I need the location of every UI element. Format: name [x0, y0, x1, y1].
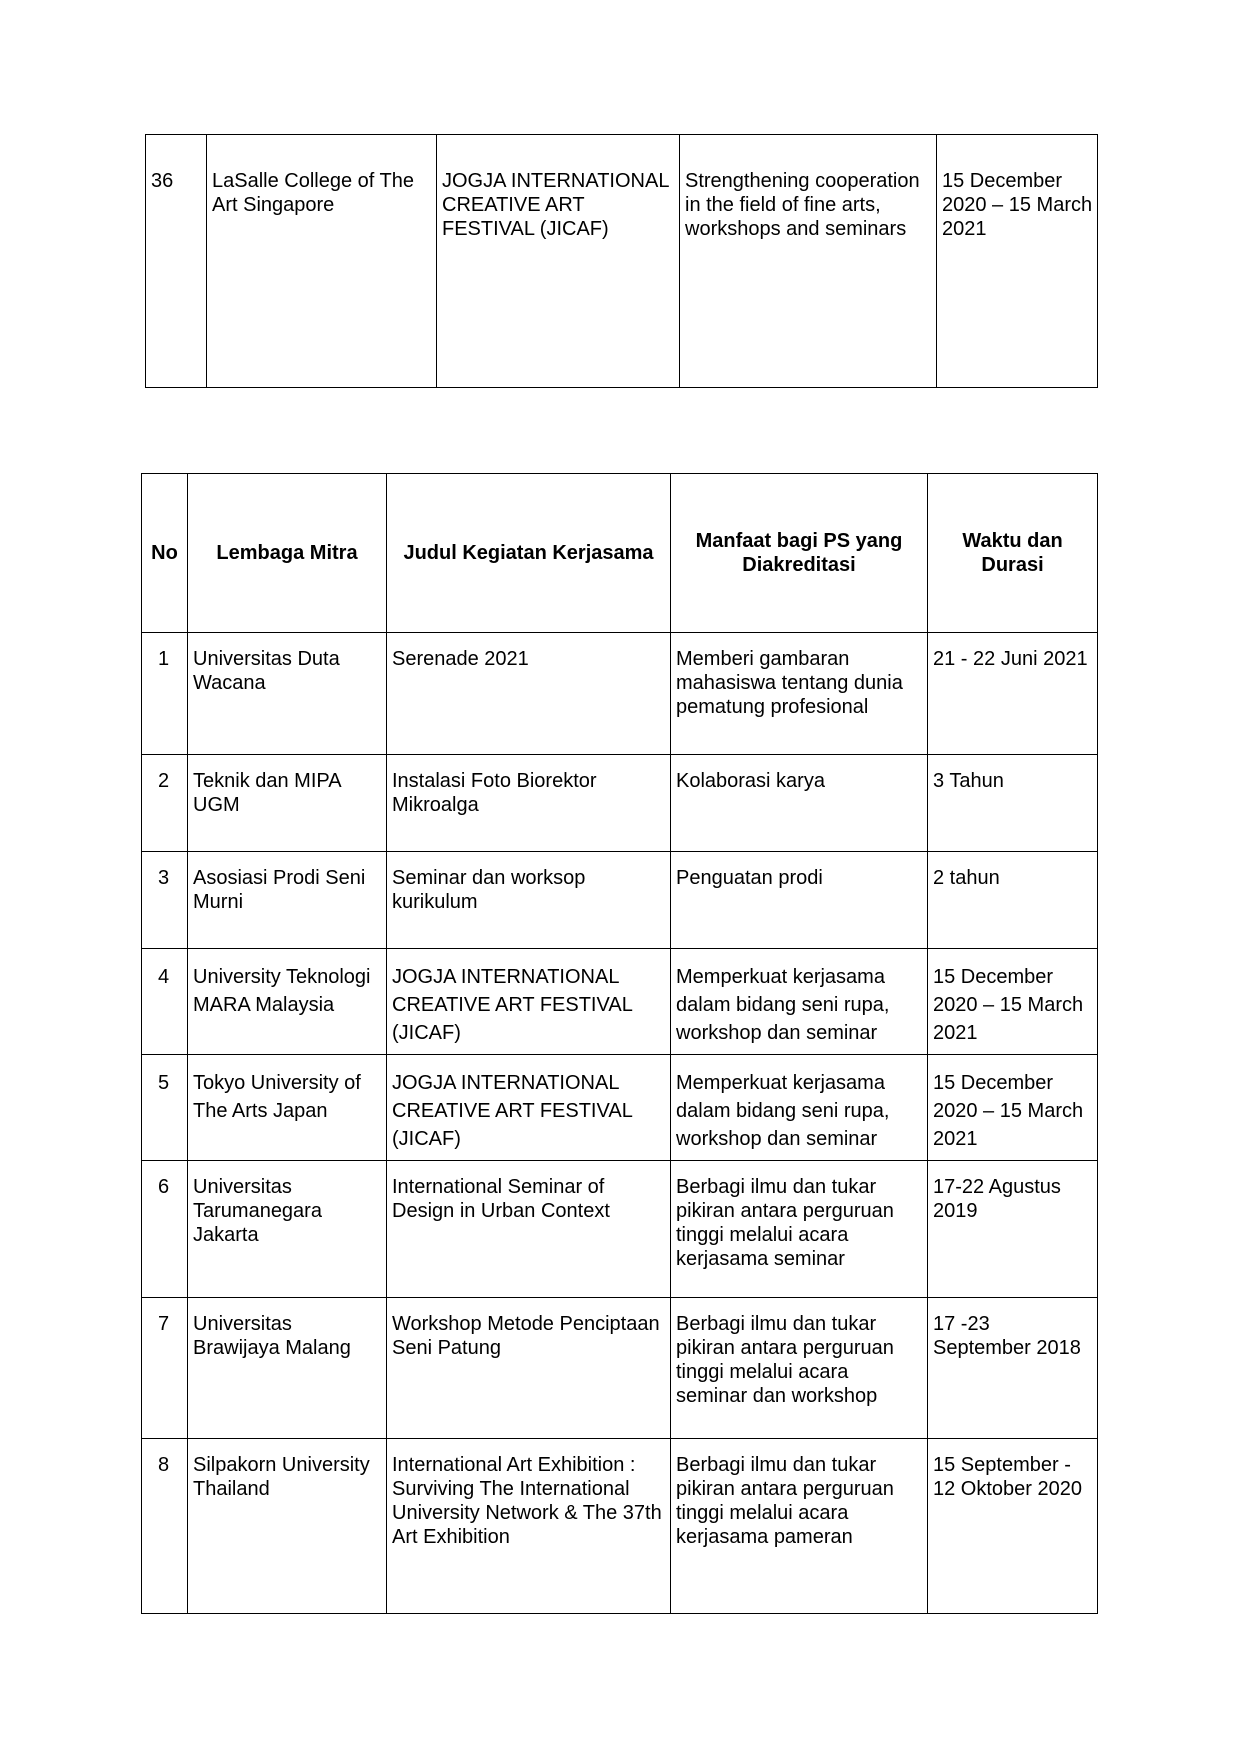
table-row [142, 1055, 1098, 1161]
cell-benefit: Kolaborasi karya [671, 755, 928, 852]
cell-benefit: Berbagi ilmu dan tukar pikiran antara perguruan tinggi melalui acara kerjasama pameran [671, 1439, 928, 1614]
table-row [142, 1298, 1098, 1439]
table-row [142, 1439, 1098, 1614]
table-row [142, 949, 1098, 1055]
cell-activity: JOGJA INTERNATIONAL CREATIVE ART FESTIVAL (JICAF) [387, 949, 671, 1055]
cell-time: 2 tahun [928, 852, 1098, 949]
cell-partner: Universitas Brawijaya Malang [188, 1298, 387, 1439]
cell-time: 17-22 Agustus 2019 [928, 1161, 1098, 1298]
cell-benefit: Berbagi ilmu dan tukar pikiran antara perguruan tinggi melalui acara kerjasama seminar [671, 1161, 928, 1298]
cell-activity: International Seminar of Design in Urban Context [387, 1161, 671, 1298]
cell-time: 15 December 2020 – 15 March 2021 [928, 1055, 1098, 1161]
cell-time: 21 - 22 Juni 2021 [928, 633, 1098, 755]
cell-activity: International Art Exhibition : Surviving The International University Network & The 37th Art Exhibition [387, 1439, 671, 1614]
cell-no: 2 [142, 755, 188, 852]
cell-activity: JOGJA INTERNATIONAL CREATIVE ART FESTIVAL (JICAF) [387, 1055, 671, 1161]
table-row [142, 1161, 1098, 1298]
header-no: No [142, 474, 188, 633]
cell-no: 7 [142, 1298, 188, 1439]
table-row [142, 755, 1098, 852]
cell-benefit: Memberi gambaran mahasiswa tentang dunia pematung profesional [671, 633, 928, 755]
cell-partner: Asosiasi Prodi Seni Murni [188, 852, 387, 949]
cell-partner: LaSalle College of The Art Singapore [207, 135, 437, 388]
cell-no: 1 [142, 633, 188, 755]
cell-partner: University Teknologi MARA Malaysia [188, 949, 387, 1055]
table-row [142, 852, 1098, 949]
header-partner: Lembaga Mitra [188, 474, 387, 633]
cell-no: 3 [142, 852, 188, 949]
cell-activity: Instalasi Foto Biorektor Mikroalga [387, 755, 671, 852]
cell-benefit: Memperkuat kerjasama dalam bidang seni rupa, workshop dan seminar [671, 949, 928, 1055]
cell-no: 6 [142, 1161, 188, 1298]
cell-no: 8 [142, 1439, 188, 1614]
cell-time: 17 -23 September 2018 [928, 1298, 1098, 1439]
cell-benefit: Memperkuat kerjasama dalam bidang seni rupa, workshop dan seminar [671, 1055, 928, 1161]
cell-no: 4 [142, 949, 188, 1055]
table-row [142, 633, 1098, 755]
cell-time: 3 Tahun [928, 755, 1098, 852]
cooperation-table [141, 473, 1098, 1614]
table-row [146, 135, 1098, 388]
header-benefit: Manfaat bagi PS yang Diakreditasi [671, 474, 928, 633]
header-time: Waktu dan Durasi [928, 474, 1098, 633]
previous-page-table [145, 134, 1098, 388]
cell-partner: Universitas Tarumanegara Jakarta [188, 1161, 387, 1298]
header-activity: Judul Kegiatan Kerjasama [387, 474, 671, 633]
cell-activity: Seminar dan worksop kurikulum [387, 852, 671, 949]
cell-partner: Teknik dan MIPA UGM [188, 755, 387, 852]
cell-time: 15 September - 12 Oktober 2020 [928, 1439, 1098, 1614]
cell-activity: JOGJA INTERNATIONAL CREATIVE ART FESTIVAL (JICAF) [437, 135, 680, 388]
cell-partner: Universitas Duta Wacana [188, 633, 387, 755]
cell-partner: Tokyo University of The Arts Japan [188, 1055, 387, 1161]
cell-benefit: Penguatan prodi [671, 852, 928, 949]
cell-partner: Silpakorn University Thailand [188, 1439, 387, 1614]
cell-time: 15 December 2020 – 15 March 2021 [928, 949, 1098, 1055]
cell-no: 5 [142, 1055, 188, 1161]
table-header-row [142, 474, 1098, 633]
cell-benefit: Berbagi ilmu dan tukar pikiran antara perguruan tinggi melalui acara seminar dan workshop [671, 1298, 928, 1439]
cell-benefit: Strengthening cooperation in the field of fine arts, workshops and seminars [680, 135, 937, 388]
cell-activity: Serenade 2021 [387, 633, 671, 755]
cell-time: 15 December 2020 – 15 March 2021 [937, 135, 1098, 388]
cell-activity: Workshop Metode Penciptaan Seni Patung [387, 1298, 671, 1439]
cell-no: 36 [146, 135, 207, 388]
